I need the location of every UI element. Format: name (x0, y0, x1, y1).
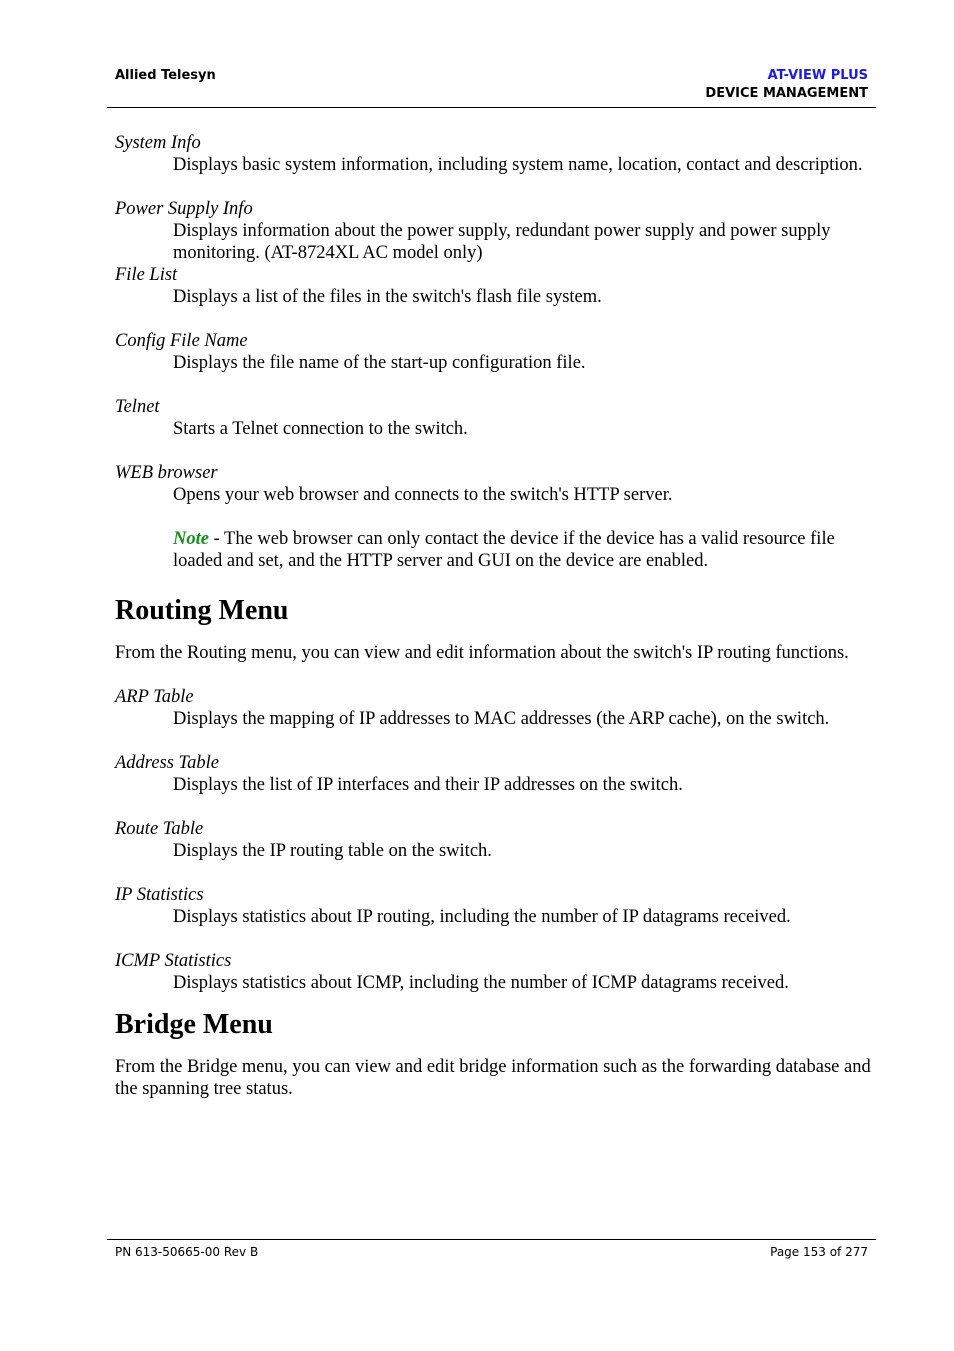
definition-item (115, 950, 875, 994)
header-rule (107, 107, 876, 108)
part-number: PN 613-50665-00 Rev B (115, 1245, 259, 1259)
definition-term: ARP Table (115, 687, 194, 707)
note-text: - The web browser can only contact the device if the device has a valid resource file loaded and set, and the HTTP server and GUI on the device are enabled. (173, 529, 835, 571)
definition-item (115, 686, 875, 730)
definition-desc: Displays the file name of the start-up configuration file. (173, 353, 586, 373)
definition-term: Address Table (115, 753, 219, 773)
definition-item (115, 752, 875, 796)
product-name: AT-VIEW PLUS (767, 68, 868, 83)
definition-item (115, 462, 875, 572)
definition-term: ICMP Statistics (115, 951, 232, 971)
header-title (705, 67, 868, 103)
bridge-heading: Bridge Menu (115, 1009, 273, 1040)
definition-desc: Displays a list of the files in the switch's flash file system. (173, 287, 602, 307)
definition-item (115, 818, 875, 862)
definition-desc: Displays statistics about ICMP, including the number of ICMP datagrams received. (173, 973, 789, 993)
definition-term: Config File Name (115, 331, 248, 351)
company-name: Allied Telesyn (115, 68, 216, 83)
routing-heading: Routing Menu (115, 595, 289, 626)
routing-intro: From the Routing menu, you can view and edit information about the switch's IP routing functions. (115, 643, 849, 663)
definition-item (115, 264, 875, 308)
definition-desc: Opens your web browser and connects to the switch's HTTP server. (173, 485, 673, 505)
footer-rule (107, 1239, 876, 1240)
page-number: Page 153 of 277 (770, 1245, 868, 1259)
note-paragraph (173, 528, 875, 572)
definition-term: IP Statistics (115, 885, 204, 905)
definition-desc: Displays information about the power supply, redundant power supply and power supply monitoring. (AT-8724XL AC model only) (173, 221, 831, 263)
definition-desc: Displays statistics about IP routing, including the number of IP datagrams received. (173, 907, 791, 927)
page-content (115, 132, 875, 1122)
section-name: DEVICE MANAGEMENT (705, 86, 868, 101)
definition-term: WEB browser (115, 463, 218, 483)
note-label: Note (173, 529, 209, 549)
definition-desc: Displays the list of IP interfaces and their IP addresses on the switch. (173, 775, 683, 795)
definition-item (115, 198, 875, 264)
definition-item (115, 396, 875, 440)
definition-desc: Displays basic system information, including system name, location, contact and description. (173, 155, 863, 175)
definition-item (115, 884, 875, 928)
definition-term: File List (115, 265, 178, 285)
definition-desc: Starts a Telnet connection to the switch. (173, 419, 468, 439)
definition-term: Power Supply Info (115, 199, 253, 219)
definition-term: Route Table (115, 819, 204, 839)
definition-item (115, 132, 875, 176)
bridge-intro: From the Bridge menu, you can view and edit bridge information such as the forwarding database and the spanning tree status. (115, 1057, 871, 1099)
definition-desc: Displays the IP routing table on the switch. (173, 841, 492, 861)
definition-desc: Displays the mapping of IP addresses to MAC addresses (the ARP cache), on the switch. (173, 709, 830, 729)
definition-item (115, 330, 875, 374)
definition-term: System Info (115, 133, 201, 153)
definition-term: Telnet (115, 397, 160, 417)
